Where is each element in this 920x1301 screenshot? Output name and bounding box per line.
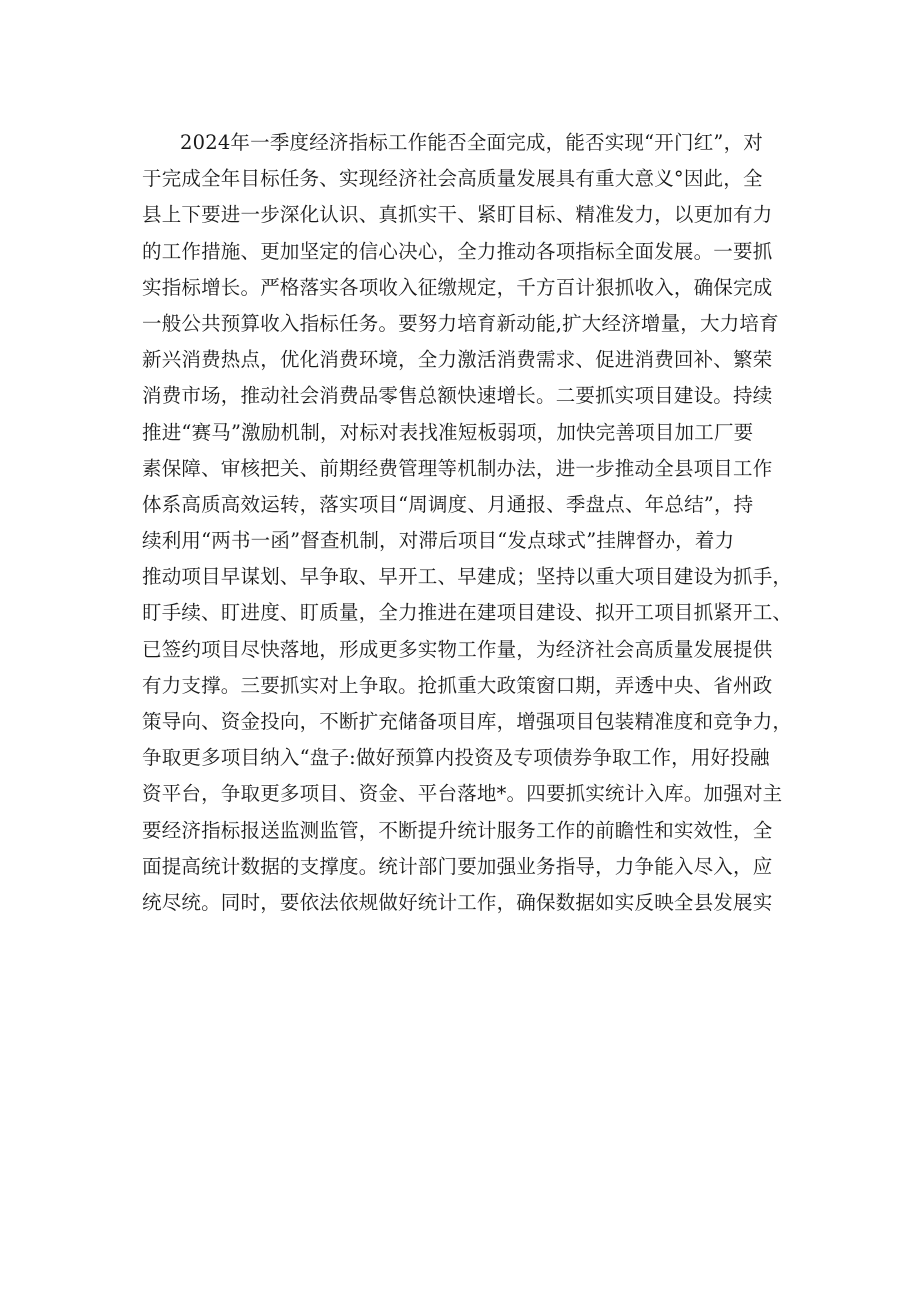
paragraph-line-2: 于完成全年目标任务、实现经济社会高质量发展具有重大意义°因此，全 — [142, 167, 763, 191]
paragraph-line-19: 资平台，争取更多项目、资金、平台落地*。四要抓实统计入库。加强对主 — [142, 782, 783, 806]
paragraph-line-5: 实指标增长。严格落实各项收入征缴规定，千方百计狠抓收入，确保完成 — [142, 275, 773, 299]
paragraph-line-10: 素保障、审核把关、前期经费管理等机制办法，进一步推动全县项目工作 — [142, 456, 773, 480]
paragraph-line-4: 的工作措施、更加坚定的信心决心，全力推动各项指标全面发展。一要抓 — [142, 239, 773, 263]
paragraph-line-15: 已签约项目尽快落地，形成更多实物工作量，为经济社会高质量发展提供 — [142, 637, 773, 661]
paragraph-line-14: 盯手续、盯进度、盯质量，全力推进在建项目建设、拟开工项目抓紧开工、 — [142, 601, 793, 625]
paragraph-line-21: 面提高统计数据的支撑度。统计部门要加强业务指导，力争能入尽入，应 — [142, 854, 773, 878]
paragraph-line-7: 新兴消费热点，优化消费环境，全力激活消费需求、促进消费回补、繁荣 — [142, 348, 773, 372]
paragraph-line-8: 消费市场，推动社会消费品零售总额快速增长。二要抓实项目建设。持续 — [142, 384, 773, 408]
paragraph-line-22: 统尽统。同时，要依法依规做好统计工作，确保数据如实反映全县发展实 — [142, 890, 773, 914]
paragraph-line-17: 策导向、资金投向，不断扩充储备项目库，增强项目包装精准度和竞争力， — [142, 710, 793, 733]
paragraph-line-13: 推动项目早谋划、早争取、早开工、早建成；坚持以重大项目建设为抓手， — [142, 565, 793, 589]
paragraph-line-1: 2024年一季度经济指标工作能否全面完成，能否实现“开门红”，对 — [180, 131, 763, 154]
body-paragraph — [142, 125, 802, 921]
paragraph-line-20: 要经济指标报送监测监管，不断提升统计服务工作的前瞻性和实效性，全 — [142, 818, 773, 842]
paragraph-line-3: 县上下要进一步深化认识、真抓实干、紧盯目标、精准发力，以更加有力 — [142, 203, 773, 227]
paragraph-line-9: 推进“赛马”激励机制，对标对表找准短板弱项，加快完善项目加工厂要 — [142, 420, 754, 444]
paragraph-line-18: 争取更多项目纳入“盘子:做好预算内投资及专项债券争取工作，用好投融 — [142, 746, 770, 770]
paragraph-line-12: 续利用“两书一函”督查机制，对滞后项目“发点球式”挂牌督办，着力 — [142, 529, 735, 553]
paragraph-line-11: 体系高质高效运转，落实项目“周调度、月通报、季盘点、年总结”，持 — [142, 492, 754, 516]
paragraph-line-6: 一般公共预算收入指标任务。要努力培育新动能,扩大经济增量，大力培育 — [142, 311, 779, 335]
paragraph-line-16: 有力支撑。三要抓实对上争取。抢抓重大政策窗口期，弄透中央、省州政 — [142, 673, 773, 697]
